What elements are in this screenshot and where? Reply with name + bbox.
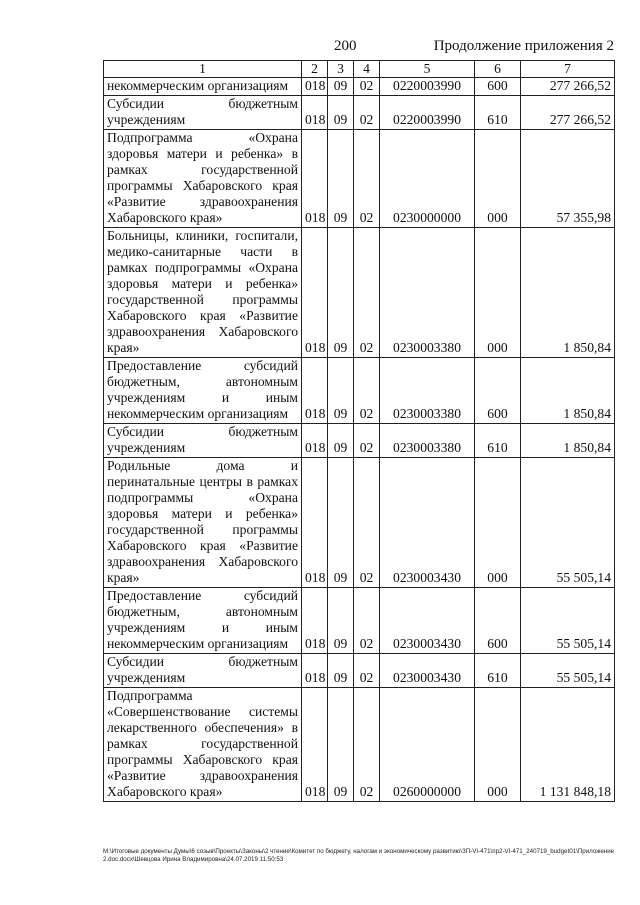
code-cell: 000	[475, 688, 521, 802]
code-cell: 0230003380	[380, 228, 475, 358]
budget-table	[103, 60, 615, 802]
code-cell: 0230003430	[380, 588, 475, 654]
code-cell: 018	[302, 96, 328, 130]
table-row	[104, 96, 615, 130]
row-name-cell: Больницы, клиники, госпитали, медико-санитарные части в рамках подпрограммы «Охрана здоровья матери и ребенка» государственной программы Хабаровского края «Развитие здравоохранения Хабаровского края»	[104, 228, 302, 358]
code-cell: 018	[302, 688, 328, 802]
code-cell: 018	[302, 424, 328, 458]
code-cell: 02	[354, 228, 380, 358]
table-row	[104, 358, 615, 424]
table-row	[104, 228, 615, 358]
code-cell: 018	[302, 78, 328, 96]
row-name-cell: Субсидии бюджетным учреждениям	[104, 654, 302, 688]
table-row	[104, 458, 615, 588]
column-header: 6	[475, 61, 521, 78]
code-cell: 09	[328, 458, 354, 588]
code-cell: 0220003990	[380, 96, 475, 130]
column-header: 5	[380, 61, 475, 78]
row-name-cell: некоммерческим организациям	[104, 78, 302, 96]
code-cell: 0220003990	[380, 78, 475, 96]
header-row	[104, 61, 615, 78]
code-cell: 02	[354, 654, 380, 688]
amount-cell: 57 355,98	[521, 130, 615, 228]
code-cell: 02	[354, 588, 380, 654]
code-cell: 610	[475, 654, 521, 688]
code-cell: 09	[328, 654, 354, 688]
code-cell: 018	[302, 228, 328, 358]
table-row	[104, 424, 615, 458]
code-cell: 600	[475, 78, 521, 96]
code-cell: 018	[302, 458, 328, 588]
amount-cell: 1 131 848,18	[521, 688, 615, 802]
amount-cell: 277 266,52	[521, 96, 615, 130]
code-cell: 000	[475, 130, 521, 228]
column-header: 7	[521, 61, 615, 78]
code-cell: 610	[475, 96, 521, 130]
code-cell: 09	[328, 424, 354, 458]
row-name-cell: Субсидии бюджетным учреждениям	[104, 96, 302, 130]
code-cell: 09	[328, 588, 354, 654]
column-header: 4	[354, 61, 380, 78]
code-cell: 02	[354, 458, 380, 588]
code-cell: 09	[328, 228, 354, 358]
page-number: 200	[334, 38, 357, 54]
amount-cell: 55 505,14	[521, 458, 615, 588]
amount-cell: 55 505,14	[521, 654, 615, 688]
column-header: 1	[104, 61, 302, 78]
code-cell: 600	[475, 358, 521, 424]
code-cell: 018	[302, 130, 328, 228]
table-row	[104, 130, 615, 228]
table-row	[104, 588, 615, 654]
code-cell: 0230003380	[380, 424, 475, 458]
code-cell: 610	[475, 424, 521, 458]
amount-cell: 55 505,14	[521, 588, 615, 654]
column-header: 2	[302, 61, 328, 78]
code-cell: 09	[328, 358, 354, 424]
row-name-cell: Предоставление субсидий бюджетным, автономным учреждениям и иным некоммерческим организациям	[104, 588, 302, 654]
code-cell: 02	[354, 78, 380, 96]
code-cell: 600	[475, 588, 521, 654]
table-row	[104, 78, 615, 96]
amount-cell: 277 266,52	[521, 78, 615, 96]
table-row	[104, 654, 615, 688]
row-name-cell: Предоставление субсидий бюджетным, автономным учреждениям и иным некоммерческим организациям	[104, 358, 302, 424]
continuation-heading: Продолжение приложения 2	[433, 38, 614, 54]
row-name-cell: Субсидии бюджетным учреждениям	[104, 424, 302, 458]
code-cell: 018	[302, 654, 328, 688]
footer-file-path: M:\Итоговые документы Думы\6 созыв\Проекты\Законы\2 чтение\Комитет по бюджету, налогам и экономическому развитию\ЗП-VI-471\пр2-VI-471_240719_budget01\Приложение 2.doc.docx\Шевцова Ирина Владимировна\24.07.2019 11:50:53	[103, 848, 615, 863]
code-cell: 0230000000	[380, 130, 475, 228]
code-cell: 02	[354, 424, 380, 458]
row-name-cell: Подпрограмма «Охрана здоровья матери и ребенка» в рамках государственной программы Хабаровского края «Развитие здравоохранения Хабаровского края»	[104, 130, 302, 228]
code-cell: 09	[328, 688, 354, 802]
table-row	[104, 688, 615, 802]
code-cell: 02	[354, 688, 380, 802]
code-cell: 018	[302, 588, 328, 654]
code-cell: 09	[328, 96, 354, 130]
code-cell: 000	[475, 458, 521, 588]
amount-cell: 1 850,84	[521, 424, 615, 458]
code-cell: 0230003430	[380, 458, 475, 588]
code-cell: 02	[354, 358, 380, 424]
code-cell: 018	[302, 358, 328, 424]
amount-cell: 1 850,84	[521, 358, 615, 424]
code-cell: 000	[475, 228, 521, 358]
code-cell: 02	[354, 130, 380, 228]
code-cell: 0260000000	[380, 688, 475, 802]
code-cell: 0230003380	[380, 358, 475, 424]
code-cell: 09	[328, 130, 354, 228]
row-name-cell: Родильные дома и перинатальные центры в рамках подпрограммы «Охрана здоровья матери и ребенка» государственной программы Хабаровского края «Развитие здравоохранения Хабаровского края»	[104, 458, 302, 588]
code-cell: 09	[328, 78, 354, 96]
column-header: 3	[328, 61, 354, 78]
code-cell: 02	[354, 96, 380, 130]
code-cell: 0230003430	[380, 654, 475, 688]
amount-cell: 1 850,84	[521, 228, 615, 358]
row-name-cell: Подпрограмма «Совершенствование системы лекарственного обеспечения» в рамках государственной программы Хабаровского края «Развитие здравоохранения Хабаровского края»	[104, 688, 302, 802]
